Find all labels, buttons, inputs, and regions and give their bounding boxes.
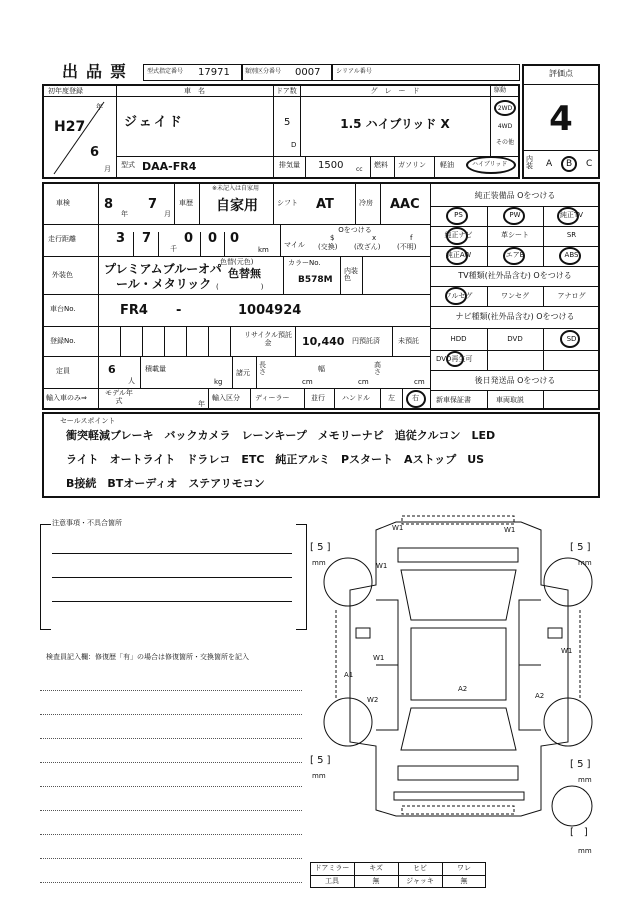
- airbag-circle: [503, 247, 525, 265]
- load-label: 積載量: [145, 365, 166, 373]
- year-suffix: 年: [96, 103, 103, 111]
- caution-bracket-left: [40, 524, 51, 630]
- fuel-label: 燃料: [374, 161, 388, 169]
- bt-value-4: 無: [460, 877, 468, 885]
- recycle-no: 未預託: [398, 337, 419, 345]
- caution-line: [52, 553, 292, 554]
- inspector-line: [40, 786, 302, 787]
- displacement-unit: cc: [356, 166, 363, 173]
- car-damage-diagram: [306, 510, 606, 850]
- import-type-label: 輸入区分: [212, 394, 240, 402]
- handle-right: 右: [412, 394, 419, 402]
- inspector-line: [40, 762, 302, 763]
- mileage-digit-4: 0: [208, 231, 218, 246]
- genuine-title: 純正装備品 Oをつける: [474, 191, 556, 200]
- fuel-gasoline: ガソリン: [398, 161, 426, 169]
- interior-color-label: 内装色: [344, 267, 358, 282]
- chassis-number: 1004924: [238, 303, 302, 318]
- inspector-line: [40, 834, 302, 835]
- first-reg-year: H27: [54, 119, 86, 135]
- drive-2wd: 2WD: [497, 105, 513, 112]
- handle-label: ハンドル: [342, 394, 370, 402]
- selling-points-line1: 衝突軽減ブレーキ バックカメラ レーンキープ メモリーナビ 追従クルコン LED: [66, 429, 496, 442]
- inspector-line: [40, 714, 302, 715]
- import-label: 輸入車のみ⇒: [46, 394, 87, 402]
- tire-depth-spare: [ ]: [570, 827, 588, 838]
- genuine-aw: 純正AW: [445, 251, 472, 259]
- color-paren: ( ): [216, 283, 264, 291]
- after-manual: 車両取説: [496, 396, 524, 404]
- dvd-circle: [446, 351, 464, 367]
- first-reg-month: 6: [90, 145, 100, 160]
- mileage-sym2: $: [330, 234, 335, 242]
- mileage-circle-note: Oをつける: [338, 226, 372, 234]
- car-name: ジェイド: [124, 115, 184, 130]
- handle-right-circle: [406, 390, 426, 408]
- load-unit: kg: [214, 378, 223, 386]
- inspector-line: [40, 690, 302, 691]
- doors-value: 5: [284, 117, 291, 128]
- chassis-label: 車台No.: [50, 305, 76, 313]
- chassis-model: FR4: [120, 303, 148, 318]
- grade-points-label: 評価点: [549, 69, 573, 78]
- tv-title: TV種類(社外品含む) Oをつける: [458, 271, 572, 280]
- genuine-tv: 純正TV: [559, 211, 584, 219]
- mileage-label: 走行距離: [48, 235, 76, 243]
- color-value-2: ール・メタリック: [116, 277, 212, 291]
- inspection-month-unit: 月: [164, 210, 171, 218]
- capacity-value: 6: [108, 363, 116, 376]
- model-year-unit: 年: [198, 400, 205, 408]
- navi-title: ナビ種類(社外品含む) Oをつける: [455, 312, 575, 321]
- damage-mark-a1: A1: [344, 671, 354, 679]
- mileage-unit: km: [258, 246, 269, 254]
- color-no-label: カラーNo.: [288, 259, 321, 267]
- reg-label: 登録No.: [50, 337, 76, 345]
- mileage-digit-2: 7: [142, 231, 152, 246]
- tire-unit-spare: mm: [578, 847, 592, 855]
- chassis-dash: -: [176, 303, 182, 318]
- model-year-label: モデル年式: [105, 389, 133, 405]
- import-parallel: 並行: [311, 394, 325, 402]
- mileage-thousand: 千: [170, 245, 177, 253]
- interior-a: A: [546, 159, 553, 169]
- doors-suffix: D: [291, 141, 297, 149]
- genuine-sr: SR: [566, 231, 577, 239]
- height-unit: cm: [414, 378, 425, 386]
- first-reg-label: 初年度登録: [48, 87, 83, 95]
- drive-2wd-circle: [494, 100, 516, 116]
- interior-b: B: [566, 159, 573, 169]
- color-value-1: プレミアムブルーオパ: [104, 262, 222, 276]
- tire-unit-rl: mm: [312, 772, 326, 780]
- serial-label: シリアル番号: [336, 68, 372, 75]
- inspector-line: [40, 738, 302, 739]
- mileage-digit-5: 0: [230, 231, 240, 246]
- inspection-year: 8: [104, 197, 114, 212]
- inspection-month: 7: [148, 197, 158, 212]
- fuel-hybrid: ハイブリッド: [472, 161, 508, 168]
- width-unit: cm: [358, 378, 369, 386]
- caution-line: [52, 601, 292, 602]
- katashiki-value: 17971: [198, 67, 230, 78]
- history-note: ※未記入は自家用: [212, 185, 260, 192]
- dvd-playback: DVD再生可: [436, 355, 473, 363]
- tire-depth-front-left: [ 5 ]: [310, 542, 331, 553]
- tv-fullseg: フルセグ: [444, 292, 473, 300]
- grade-label: グ レ ー ド: [370, 87, 420, 95]
- grade-value: 1.5 ハイブリッド X: [340, 117, 450, 131]
- month-suffix: 月: [104, 165, 111, 173]
- caution-label: 注意事項・不具合箇所: [52, 519, 122, 527]
- damage-mark-w1-front-left: W1: [392, 524, 404, 532]
- mileage-digit-1: 3: [116, 231, 126, 246]
- capacity-unit: 人: [128, 377, 135, 385]
- fuel-hybrid-circle: [466, 156, 516, 174]
- selling-points-line2: ライト オートライト ドラレコ ETC 純正アルミ Pスタート Aストップ US: [66, 453, 485, 466]
- genuine-pw: PW: [509, 211, 521, 219]
- mileage-sym3: x: [372, 234, 377, 242]
- damage-mark-a2-right: A2: [535, 692, 545, 700]
- color-label: 外装色: [52, 271, 73, 279]
- bt-header-1: ドアミラー: [314, 864, 350, 872]
- drive-other: その他: [495, 139, 514, 146]
- inspector-line: [40, 810, 302, 811]
- navi-hdd: HDD: [450, 335, 467, 343]
- recycle-unit: 円預託済: [352, 337, 380, 345]
- color-no-value: B578M: [298, 275, 333, 285]
- interior-c: C: [586, 159, 593, 169]
- model-label: 型式: [121, 161, 135, 169]
- ps-circle: [446, 207, 468, 225]
- inspector-line: [40, 882, 302, 883]
- ac-value: AAC: [390, 197, 420, 212]
- after-warranty: 新車保証書: [436, 396, 471, 404]
- bt-value-3: ジャッキ: [406, 877, 434, 885]
- displacement-label: 排気量: [279, 161, 300, 169]
- damage-mark-w2: W2: [367, 696, 379, 704]
- mileage-opt2: (交換): [318, 243, 338, 251]
- damage-mark-a2-center: A2: [458, 685, 468, 693]
- selling-points-label: セールスポイント: [60, 417, 116, 425]
- selling-points-line3: B接続 BTオーディオ ステアリモコン: [66, 477, 265, 490]
- tire-depth-front-right: [ 5 ]: [570, 542, 591, 553]
- tire-unit-fr: mm: [578, 559, 592, 567]
- after-title: 後日発送品 Oをつける: [474, 376, 556, 385]
- damage-mark-w1-left: W1: [373, 654, 385, 662]
- ruibetsu-label: 類別区分番号: [245, 68, 282, 75]
- drive-label: 駆動: [494, 87, 507, 94]
- bt-header-2: キズ: [369, 864, 383, 872]
- mileage-opt1: マイル: [284, 241, 305, 249]
- doors-label: ドア数: [276, 87, 297, 95]
- damage-mark-w1-hood: W1: [376, 562, 388, 570]
- genuine-airbag: エアB: [505, 251, 525, 259]
- navi-circle: [446, 227, 468, 245]
- genuine-navi: 純正ナビ: [444, 231, 473, 239]
- grade-points-value: 4: [549, 99, 573, 139]
- sd-circle: [560, 330, 580, 348]
- genuine-leather: 革シート: [501, 231, 529, 239]
- mileage-opt4: (不明): [397, 243, 417, 251]
- aw-circle: [446, 247, 468, 265]
- inspector-label: 検査員記入欄：修復歴「有」の場合は修復箇所・交換箇所を記入: [46, 653, 249, 661]
- color-change-label: 色替(元色): [220, 258, 254, 266]
- car-name-label: 車 名: [184, 87, 205, 95]
- ruibetsu-value: 0007: [295, 67, 321, 78]
- import-dealer: ディーラー: [255, 394, 290, 402]
- navi-dvd: DVD: [507, 335, 523, 343]
- width-label: 幅: [318, 365, 325, 373]
- tire-unit-fl: mm: [312, 559, 326, 567]
- size-label: 諸元: [236, 369, 250, 377]
- color-change-value: 色替無: [228, 267, 261, 280]
- genuine-abs: ABS: [564, 251, 579, 259]
- tv-circle: [557, 207, 579, 225]
- length-unit: cm: [302, 378, 313, 386]
- mileage-digit-3: 0: [184, 231, 194, 246]
- recycle-label: リサイクル預託金: [243, 331, 293, 348]
- interior-b-circle: [561, 156, 577, 172]
- ac-label: 冷房: [359, 199, 373, 207]
- length-label: 長さ: [259, 361, 266, 376]
- height-label: 高さ: [374, 361, 381, 376]
- tire-depth-rear-left: [ 5 ]: [310, 755, 331, 766]
- shift-value: AT: [316, 197, 334, 212]
- navi-sd: SD: [566, 335, 577, 343]
- bt-value-1: 工具: [325, 877, 339, 885]
- history-label: 車歴: [179, 199, 193, 207]
- pw-circle: [503, 207, 525, 225]
- mileage-opt3: (改ざん): [354, 243, 381, 251]
- bt-header-4: ワレ: [457, 864, 471, 872]
- shift-label: シフト: [277, 199, 298, 207]
- mileage-sym4: f: [410, 234, 413, 242]
- model-value: DAA-FR4: [142, 160, 197, 173]
- recycle-value: 10,440: [302, 335, 345, 348]
- capacity-label: 定員: [56, 367, 70, 375]
- form-title: 出品票: [62, 62, 135, 81]
- history-value: 自家用: [216, 198, 258, 214]
- tv-oneseg: ワンセグ: [501, 292, 529, 300]
- tire-unit-rr: mm: [578, 776, 592, 784]
- fullseg-circle: [445, 287, 467, 305]
- katashiki-label: 型式指定番号: [147, 68, 184, 75]
- bt-value-2: 無: [372, 877, 380, 885]
- genuine-ps: PS: [454, 211, 463, 219]
- abs-circle: [559, 247, 581, 265]
- handle-left: 左: [388, 394, 395, 402]
- fuel-light: 軽油: [440, 161, 454, 169]
- tv-analog: アナログ: [557, 292, 586, 300]
- caution-line: [52, 577, 292, 578]
- inspector-line: [40, 858, 302, 859]
- damage-mark-w1-front-right: W1: [504, 526, 516, 534]
- tire-depth-rear-right: [ 5 ]: [570, 759, 591, 770]
- bt-header-3: ヒビ: [413, 864, 427, 872]
- drive-4wd: 4WD: [497, 123, 513, 130]
- displacement-value: 1500: [318, 160, 344, 171]
- inspection-label: 車検: [56, 199, 70, 207]
- damage-mark-w1-right: W1: [561, 647, 573, 655]
- interior-label: 内装: [526, 155, 533, 170]
- inspection-year-unit: 年: [121, 210, 128, 218]
